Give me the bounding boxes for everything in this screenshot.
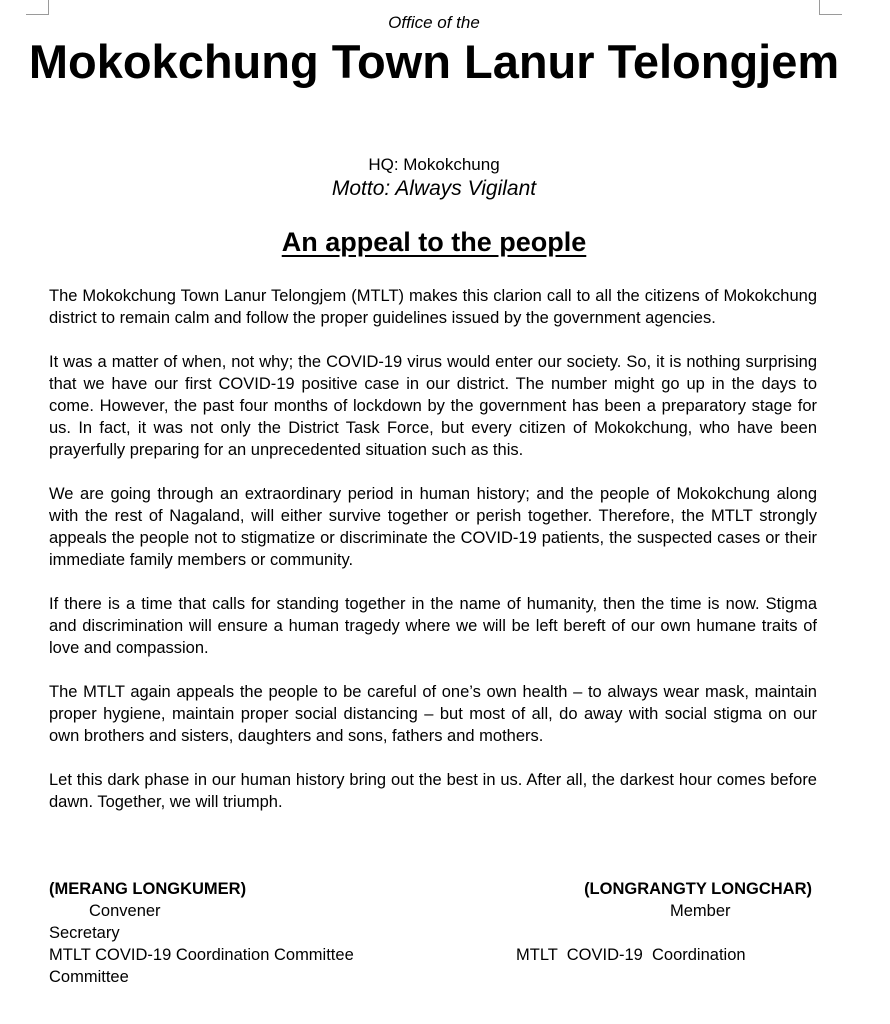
paragraph-6: Let this dark phase in our human history bring out the best in us. After all, the darkest hour comes before dawn. Together, we will triumph. (49, 771, 817, 811)
signature-block-right (516, 878, 816, 966)
motto-line: Motto: Always Vigilant (331, 177, 537, 200)
office-of-label: Office of the (388, 13, 480, 32)
signature-block-left (49, 878, 409, 988)
paragraph-3: We are going through an extraordinary period in human history; and the people of Mokokchung along with the rest of Nagaland, will either survive together or perish together. Therefore, the MTLT strongly appeals the people not to stigmatize or discriminate the COVID-19 patients, the suspected cases or their immediate family members or community. (49, 485, 817, 569)
appeal-body (49, 285, 817, 835)
paragraph-1: The Mokokchung Town Lanur Telongjem (MTLT) makes this clarion call to all the citizens of Mokokchung district to remain calm and follow the proper guidelines issued by the government agencies. (49, 287, 817, 327)
paragraph-5: The MTLT again appeals the people to be careful of one’s own health – to always wear mask, maintain proper hygiene, maintain proper social distancing – but most of all, do away with social stigma on our own brothers and sisters, daughters and sons, fathers and mothers. (49, 683, 817, 745)
document-heading: An appeal to the people (281, 227, 587, 257)
paragraph-4: If there is a time that calls for standing together in the name of humanity, then the time is now. Stigma and discrimination will ensure a human tragedy where we will be left bereft of our own humane traits of love and compassion. (49, 595, 817, 657)
signatory-name-right: (LONGRANGTY LONGCHAR) (584, 880, 812, 898)
signatory-name-left: (MERANG LONGKUMER) (49, 880, 247, 898)
paragraph-2: It was a matter of when, not why; the COVID-19 virus would enter our society. So, it is nothing surprising that we have our first COVID-19 positive case in our district. The number might go up in the days to come. However, the past four months of lockdown by the government has been a preparatory stage for us. In fact, it was not only the District Task Force, but every citizen of Mokokchung, who have been prayerfully preparing for an unprecedented situation such as this. (49, 353, 817, 459)
signatory-committee-wrap: Committee (49, 968, 129, 986)
organization-title: Mokokchung Town Lanur Telongjem (28, 35, 840, 88)
signatory-role-right: Member (670, 902, 731, 920)
signatory-secretary-line: Secretary (49, 924, 120, 942)
signatory-committee-right: MTLT COVID-19 Coordination (516, 946, 746, 964)
signatory-committee-left: MTLT COVID-19 Coordination Committee (49, 946, 354, 964)
signature-spacer (516, 922, 816, 944)
signatory-role-left: Convener (89, 902, 161, 920)
headquarters-line: HQ: Mokokchung (368, 155, 500, 174)
